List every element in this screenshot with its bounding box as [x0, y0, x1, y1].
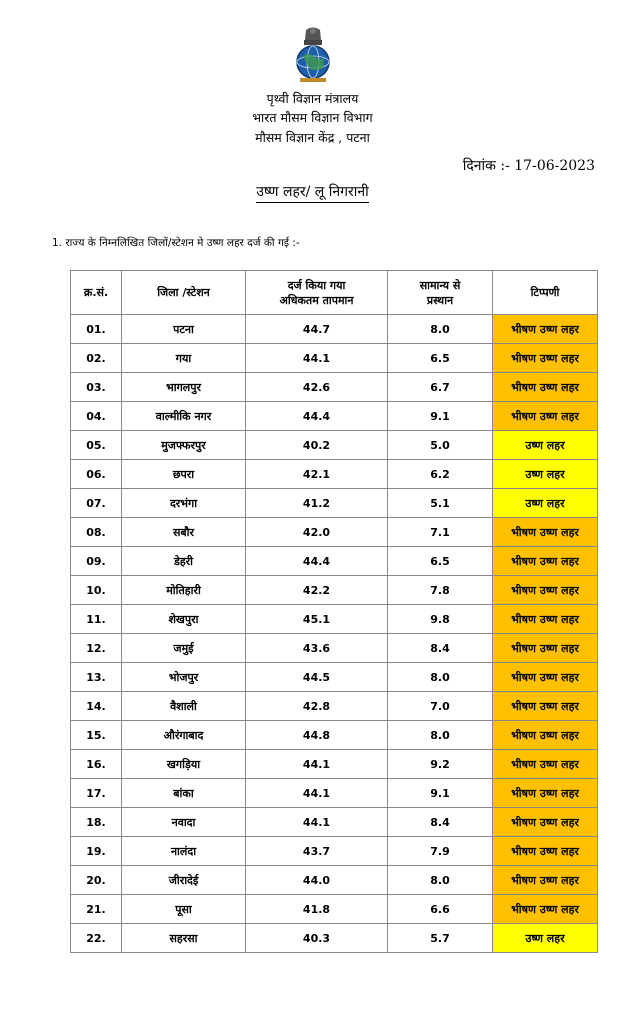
- cell-remark: भीषण उष्ण लहर: [493, 373, 598, 402]
- cell-remark: भीषण उष्ण लहर: [493, 692, 598, 721]
- cell-sno: 05.: [71, 431, 122, 460]
- cell-tmax: 43.6: [246, 634, 388, 663]
- cell-district: शेखपुरा: [122, 605, 246, 634]
- cell-remark: भीषण उष्ण लहर: [493, 315, 598, 344]
- cell-tmax: 45.1: [246, 605, 388, 634]
- cell-departure: 8.0: [388, 721, 493, 750]
- cell-remark: भीषण उष्ण लहर: [493, 808, 598, 837]
- cell-tmax: 44.1: [246, 344, 388, 373]
- table-row: [71, 866, 598, 895]
- cell-tmax: 40.3: [246, 924, 388, 953]
- cell-sno: 07.: [71, 489, 122, 518]
- table-row: [71, 634, 598, 663]
- cell-departure: 7.8: [388, 576, 493, 605]
- table-row: [71, 547, 598, 576]
- cell-remark: भीषण उष्ण लहर: [493, 518, 598, 547]
- table-row: [71, 663, 598, 692]
- cell-remark: भीषण उष्ण लहर: [493, 402, 598, 431]
- cell-departure: 8.0: [388, 866, 493, 895]
- table-row: [71, 344, 598, 373]
- cell-sno: 14.: [71, 692, 122, 721]
- cell-departure: 9.2: [388, 750, 493, 779]
- cell-remark: भीषण उष्ण लहर: [493, 895, 598, 924]
- table-row: [71, 315, 598, 344]
- cell-district: सहरसा: [122, 924, 246, 953]
- cell-sno: 16.: [71, 750, 122, 779]
- table-row: [71, 373, 598, 402]
- cell-sno: 18.: [71, 808, 122, 837]
- cell-district: जमुई: [122, 634, 246, 663]
- cell-district: दरभंगा: [122, 489, 246, 518]
- cell-departure: 6.2: [388, 460, 493, 489]
- col-header-departure-line1: सामान्य से: [419, 278, 461, 292]
- col-header-departure: [388, 271, 493, 315]
- col-header-district: जिला /स्टेशन: [122, 271, 246, 315]
- cell-tmax: 43.7: [246, 837, 388, 866]
- cell-sno: 12.: [71, 634, 122, 663]
- cell-tmax: 44.0: [246, 866, 388, 895]
- page-title-text: उष्ण लहर/ लू निगरानी: [256, 184, 369, 203]
- col-header-tmax-line1: दर्ज किया गया: [287, 278, 346, 292]
- cell-tmax: 44.4: [246, 547, 388, 576]
- table-row: [71, 518, 598, 547]
- table-row: [71, 837, 598, 866]
- cell-sno: 22.: [71, 924, 122, 953]
- cell-remark: भीषण उष्ण लहर: [493, 837, 598, 866]
- cell-departure: 7.9: [388, 837, 493, 866]
- table-row: [71, 808, 598, 837]
- table-row: [71, 750, 598, 779]
- cell-district: भागलपुर: [122, 373, 246, 402]
- cell-sno: 06.: [71, 460, 122, 489]
- cell-district: बांका: [122, 779, 246, 808]
- cell-tmax: 44.8: [246, 721, 388, 750]
- table-row: [71, 460, 598, 489]
- national-emblem-icon: [291, 26, 335, 84]
- cell-remark: भीषण उष्ण लहर: [493, 576, 598, 605]
- cell-district: जीरादेई: [122, 866, 246, 895]
- cell-departure: 6.5: [388, 344, 493, 373]
- table-row: [71, 895, 598, 924]
- cell-departure: 9.1: [388, 779, 493, 808]
- table-row: [71, 605, 598, 634]
- table-row: [71, 779, 598, 808]
- cell-district: मोतिहारी: [122, 576, 246, 605]
- page-title: [0, 182, 625, 201]
- cell-district: औरंगाबाद: [122, 721, 246, 750]
- cell-tmax: 44.7: [246, 315, 388, 344]
- cell-remark: उष्ण लहर: [493, 489, 598, 518]
- cell-tmax: 42.1: [246, 460, 388, 489]
- cell-tmax: 42.2: [246, 576, 388, 605]
- cell-tmax: 42.8: [246, 692, 388, 721]
- intro-text: 1. राज्य के निम्नलिखित जिलों/स्टेशन मे उष्ण लहर दर्ज की गई :-: [52, 237, 300, 249]
- cell-district: सबौर: [122, 518, 246, 547]
- cell-sno: 09.: [71, 547, 122, 576]
- department-name: भारत मौसम विज्ञान विभाग: [252, 110, 373, 125]
- cell-departure: 8.0: [388, 663, 493, 692]
- cell-remark: भीषण उष्ण लहर: [493, 344, 598, 373]
- table-row: [71, 402, 598, 431]
- cell-remark: भीषण उष्ण लहर: [493, 605, 598, 634]
- cell-departure: 5.0: [388, 431, 493, 460]
- cell-sno: 11.: [71, 605, 122, 634]
- ministry-name: पृथ्वी विज्ञान मंत्रालय: [266, 91, 359, 106]
- cell-departure: 7.1: [388, 518, 493, 547]
- cell-sno: 19.: [71, 837, 122, 866]
- cell-departure: 7.0: [388, 692, 493, 721]
- cell-departure: 6.7: [388, 373, 493, 402]
- cell-district: भोजपुर: [122, 663, 246, 692]
- cell-departure: 5.1: [388, 489, 493, 518]
- cell-departure: 6.6: [388, 895, 493, 924]
- cell-district: वाल्मीकि नगर: [122, 402, 246, 431]
- cell-district: पटना: [122, 315, 246, 344]
- cell-tmax: 41.8: [246, 895, 388, 924]
- cell-sno: 17.: [71, 779, 122, 808]
- cell-departure: 5.7: [388, 924, 493, 953]
- cell-tmax: 44.1: [246, 808, 388, 837]
- cell-departure: 8.0: [388, 315, 493, 344]
- cell-sno: 15.: [71, 721, 122, 750]
- col-header-remark: टिप्पणी: [493, 271, 598, 315]
- cell-remark: भीषण उष्ण लहर: [493, 547, 598, 576]
- cell-tmax: 44.1: [246, 750, 388, 779]
- col-header-sno: क्र.सं.: [71, 271, 122, 315]
- heatwave-table: [70, 270, 598, 953]
- cell-district: नालंदा: [122, 837, 246, 866]
- cell-remark: उष्ण लहर: [493, 431, 598, 460]
- cell-tmax: 40.2: [246, 431, 388, 460]
- table-row: [71, 721, 598, 750]
- cell-district: मुजफ्फरपुर: [122, 431, 246, 460]
- cell-sno: 20.: [71, 866, 122, 895]
- cell-district: छपरा: [122, 460, 246, 489]
- cell-sno: 13.: [71, 663, 122, 692]
- table-row: [71, 924, 598, 953]
- cell-district: डेहरी: [122, 547, 246, 576]
- cell-departure: 9.8: [388, 605, 493, 634]
- cell-district: खगड़िया: [122, 750, 246, 779]
- cell-district: पूसा: [122, 895, 246, 924]
- col-header-tmax: [246, 271, 388, 315]
- cell-tmax: 41.2: [246, 489, 388, 518]
- cell-sno: 03.: [71, 373, 122, 402]
- table-row: [71, 431, 598, 460]
- cell-remark: उष्ण लहर: [493, 460, 598, 489]
- report-date: दिनांक :- 17-06-2023: [462, 158, 595, 174]
- cell-district: नवादा: [122, 808, 246, 837]
- cell-district: गया: [122, 344, 246, 373]
- cell-sno: 08.: [71, 518, 122, 547]
- cell-tmax: 42.0: [246, 518, 388, 547]
- cell-sno: 21.: [71, 895, 122, 924]
- cell-remark: भीषण उष्ण लहर: [493, 750, 598, 779]
- table-row: [71, 692, 598, 721]
- cell-remark: भीषण उष्ण लहर: [493, 663, 598, 692]
- centre-name: मौसम विज्ञान केंद्र , पटना: [255, 130, 370, 145]
- cell-remark: भीषण उष्ण लहर: [493, 779, 598, 808]
- cell-district: वैशाली: [122, 692, 246, 721]
- cell-remark: भीषण उष्ण लहर: [493, 634, 598, 663]
- cell-remark: भीषण उष्ण लहर: [493, 866, 598, 895]
- cell-sno: 04.: [71, 402, 122, 431]
- cell-sno: 01.: [71, 315, 122, 344]
- cell-tmax: 42.6: [246, 373, 388, 402]
- cell-remark: उष्ण लहर: [493, 924, 598, 953]
- cell-departure: 8.4: [388, 634, 493, 663]
- cell-sno: 10.: [71, 576, 122, 605]
- table-header-row: [71, 271, 598, 315]
- cell-departure: 6.5: [388, 547, 493, 576]
- table-row: [71, 489, 598, 518]
- cell-departure: 8.4: [388, 808, 493, 837]
- col-header-tmax-line2: अधिकतम तापमान: [279, 293, 354, 307]
- col-header-departure-line2: प्रस्थान: [426, 293, 454, 307]
- table-row: [71, 576, 598, 605]
- cell-remark: भीषण उष्ण लहर: [493, 721, 598, 750]
- cell-departure: 9.1: [388, 402, 493, 431]
- cell-tmax: 44.5: [246, 663, 388, 692]
- cell-tmax: 44.1: [246, 779, 388, 808]
- cell-tmax: 44.4: [246, 402, 388, 431]
- cell-sno: 02.: [71, 344, 122, 373]
